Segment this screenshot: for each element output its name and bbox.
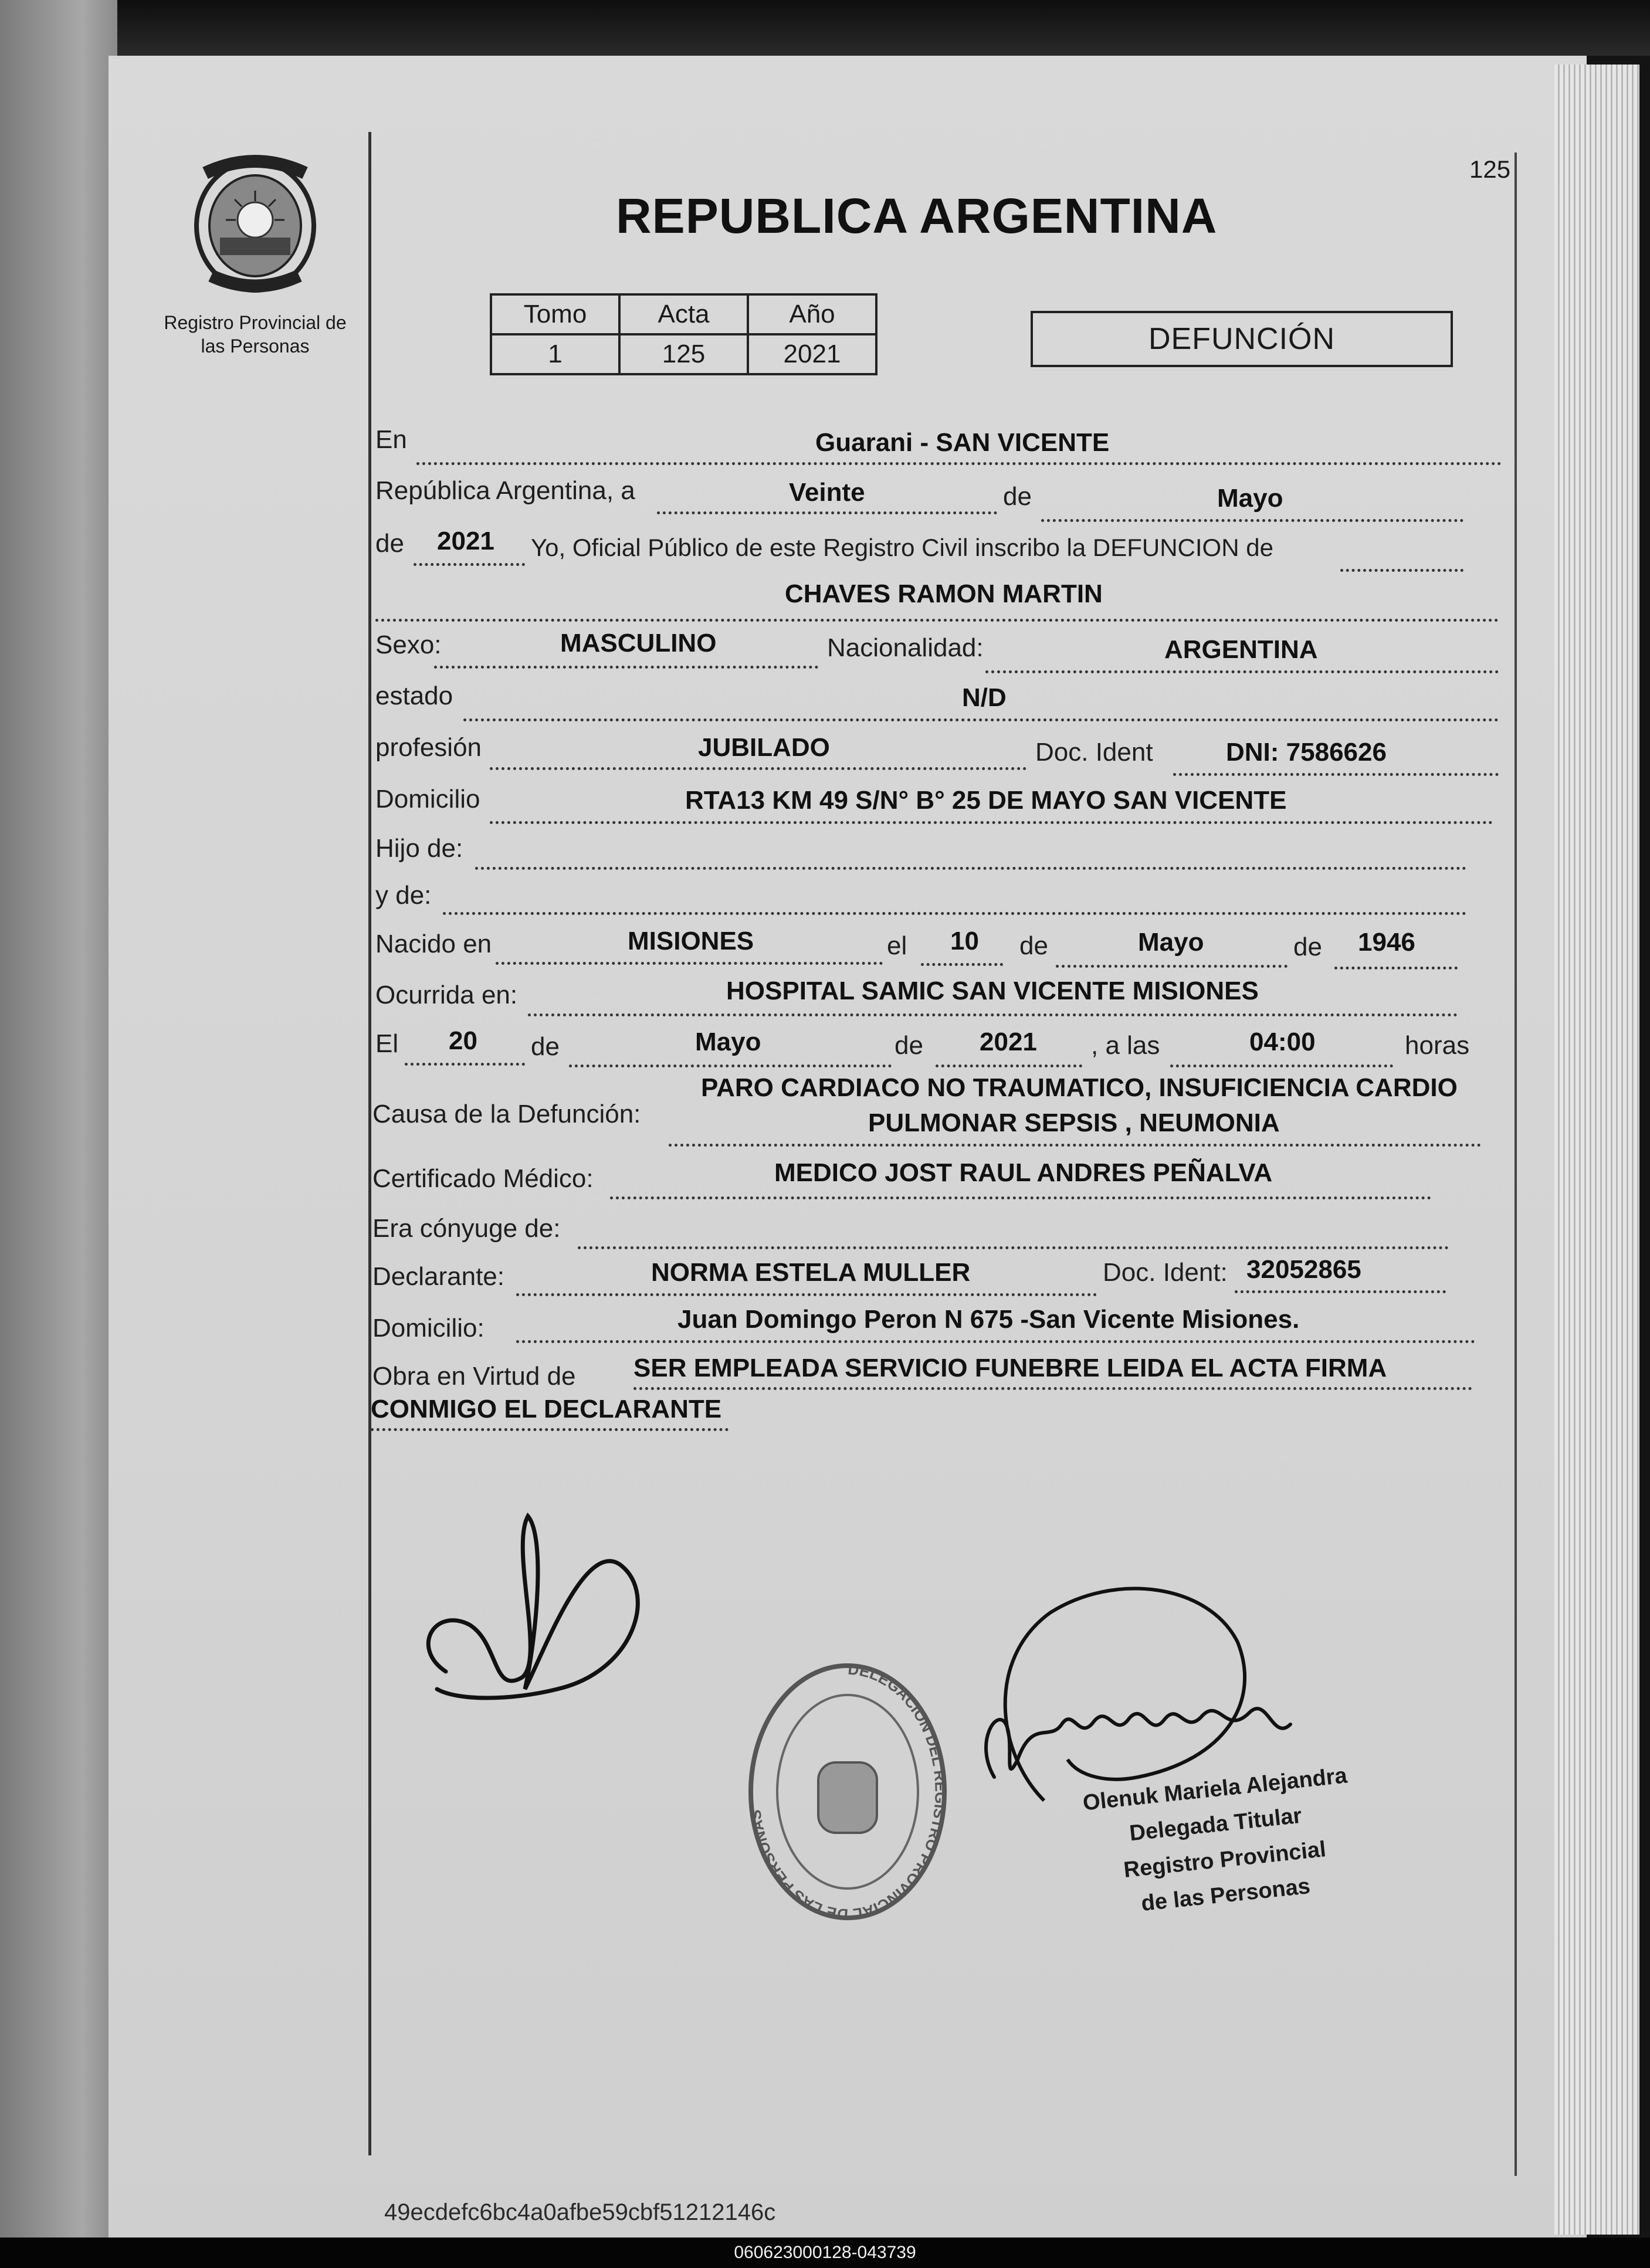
- stamp-circle-text: DELEGACION DEL REGISTRO PROVINCIAL DE LAS PERSONAS: [746, 1660, 950, 1924]
- value-nombre: CHAVES RAMON MARTIN: [785, 579, 1103, 608]
- line-hora: [1170, 1064, 1393, 1067]
- label-doc-ident-2: Doc. Ident:: [1103, 1258, 1228, 1287]
- document-type-box: DEFUNCIÓN: [1031, 311, 1453, 367]
- value-dia-palabra: Veinte: [789, 478, 865, 507]
- label-sexo: Sexo:: [375, 630, 442, 659]
- line-lugar-nacimiento: [496, 962, 883, 965]
- label-conyuge: Era cónyuge de:: [372, 1214, 561, 1243]
- tomo-value: 1: [491, 334, 619, 374]
- label-de-1: de: [1003, 482, 1032, 511]
- label-ocurrida-en: Ocurrida en:: [375, 981, 518, 1009]
- line-certificado: [610, 1196, 1431, 1199]
- scan-id-bar: [0, 2238, 1650, 2268]
- value-dia-nacimiento: 10: [950, 927, 979, 955]
- declarant-signature: [411, 1501, 680, 1748]
- form-left-border: [368, 132, 371, 2155]
- line-dia: [657, 511, 997, 514]
- label-republica: República Argentina, a: [375, 476, 635, 505]
- reference-table: [490, 293, 877, 375]
- label-yo: Yo, Oficial Público de este Registro Civil inscribo la DEFUNCION de: [531, 534, 1273, 561]
- value-obra-linea-2: CONMIGO EL DECLARANTE: [371, 1395, 722, 1423]
- official-round-stamp: [739, 1654, 956, 1930]
- line-anio-nacimiento: [1334, 967, 1458, 969]
- label-el-2: El: [375, 1029, 399, 1058]
- value-mes-nacimiento: Mayo: [1138, 928, 1204, 957]
- label-domicilio-2: Domicilio:: [372, 1314, 485, 1343]
- value-mes-defuncion: Mayo: [695, 1028, 761, 1056]
- line-declarante-doc: [1235, 1290, 1446, 1293]
- value-domicilio: RTA13 KM 49 S/N° B° 25 DE MAYO SAN VICENTE: [685, 786, 1287, 815]
- tomo-header: Tomo: [491, 294, 619, 334]
- line-nacionalidad: [985, 670, 1499, 673]
- value-anio-registro: 2021: [437, 527, 494, 555]
- value-causa-linea-1: PARO CARDIACO NO TRAUMATICO, INSUFICIENCIA CARDIO: [701, 1073, 1458, 1102]
- value-sexo: MASCULINO: [560, 629, 717, 657]
- line-estado: [463, 718, 1499, 721]
- document-title: REPUBLICA ARGENTINA: [616, 188, 1218, 243]
- registry-label: Registro Provincial de las Personas: [164, 312, 347, 357]
- label-doc-ident: Doc. Ident: [1035, 738, 1153, 767]
- label-de-5: de: [531, 1032, 560, 1061]
- value-lugar-nacimiento: MISIONES: [628, 927, 754, 955]
- label-estado: estado: [375, 682, 453, 710]
- value-lugar: Guarani - SAN VICENTE: [815, 428, 1110, 457]
- line-dia-defuncion: [405, 1063, 525, 1066]
- line-dni: [1173, 773, 1499, 776]
- value-declarante-domicilio: Juan Domingo Peron N 675 -San Vicente Misiones.: [677, 1305, 1300, 1334]
- scan-id: 060623000128-043739: [734, 2243, 916, 2262]
- book-page-stack: [1554, 65, 1639, 2235]
- line-anio-defuncion: [936, 1064, 1082, 1067]
- label-de-4: de: [1293, 933, 1322, 961]
- acta-value: 125: [619, 334, 748, 374]
- label-declarante: Declarante:: [372, 1262, 505, 1291]
- label-y-de: y de:: [375, 881, 432, 910]
- value-anio-defuncion: 2021: [980, 1028, 1037, 1056]
- label-en: En: [375, 425, 407, 454]
- label-el: el: [887, 931, 907, 960]
- label-de-2: de: [375, 529, 404, 558]
- value-ocurrida-en: HOSPITAL SAMIC SAN VICENTE MISIONES: [726, 977, 1259, 1005]
- left-page-edge: [0, 0, 117, 2238]
- value-anio-nacimiento: 1946: [1358, 928, 1415, 957]
- page-number: 125: [1469, 155, 1511, 183]
- line-hijo-de: [475, 867, 1466, 870]
- line-declarante-domicilio: [516, 1340, 1475, 1343]
- label-causa: Causa de la Defunción:: [372, 1100, 641, 1128]
- document-hash: 49ecdefc6bc4a0afbe59cbf51212146c: [384, 2199, 776, 2225]
- official-name: Olenuk Mariela Alejandra: [1081, 1763, 1349, 1816]
- official-registry: Registro Provincial: [1122, 1837, 1327, 1883]
- province-seal-icon: [188, 150, 323, 296]
- label-certificado: Certificado Médico:: [372, 1164, 594, 1193]
- anio-header: Año: [748, 294, 876, 334]
- value-mes-registro: Mayo: [1217, 484, 1283, 513]
- line-obra-1: [633, 1387, 1472, 1390]
- line-mes-nacimiento: [1056, 965, 1288, 968]
- value-causa-linea-2: PULMONAR SEPSIS , NEUMONIA: [868, 1108, 1280, 1137]
- line-dia-nacimiento: [921, 963, 1003, 966]
- line-sexo: [434, 666, 818, 669]
- line-y-de: [443, 912, 1466, 915]
- line-obra-2: [371, 1428, 729, 1431]
- line-conyuge: [578, 1246, 1449, 1249]
- value-hora: 04:00: [1249, 1028, 1316, 1056]
- value-nacionalidad: ARGENTINA: [1164, 635, 1318, 664]
- line-profesion: [490, 767, 1026, 770]
- value-estado: N/D: [962, 683, 1007, 712]
- value-declarante: NORMA ESTELA MULLER: [651, 1258, 971, 1287]
- line-en: [416, 462, 1502, 465]
- value-profesion: JUBILADO: [698, 733, 830, 762]
- line-anio: [414, 563, 525, 566]
- official-registry-2: de las Personas: [1140, 1873, 1312, 1917]
- label-de-3: de: [1019, 931, 1048, 960]
- line-nombre: [375, 619, 1499, 622]
- official-role: Delegada Titular: [1128, 1803, 1303, 1846]
- acta-header: Acta: [619, 294, 748, 334]
- label-horas: horas: [1405, 1031, 1470, 1060]
- label-nacido-en: Nacido en: [375, 930, 492, 958]
- top-background: [0, 0, 1650, 56]
- label-hijo-de: Hijo de:: [375, 834, 463, 863]
- line-mes-defuncion: [569, 1064, 892, 1067]
- line-domicilio: [490, 821, 1493, 824]
- label-profesion: profesión: [375, 733, 482, 762]
- line-declarante: [516, 1293, 1097, 1296]
- line-mes: [1041, 519, 1463, 522]
- label-domicilio: Domicilio: [375, 785, 480, 813]
- label-obra-en-virtud: Obra en Virtud de: [372, 1362, 576, 1391]
- value-dia-defuncion: 20: [449, 1026, 477, 1055]
- label-nacionalidad: Nacionalidad:: [827, 633, 984, 662]
- label-a-las: , a las: [1091, 1031, 1160, 1060]
- line-ocurrida-en: [528, 1013, 1458, 1016]
- anio-value: 2021: [748, 334, 876, 374]
- line-yo: [1340, 569, 1463, 572]
- value-dni: DNI: 7586626: [1226, 738, 1387, 767]
- form-right-border: [1515, 152, 1517, 2176]
- line-causa: [669, 1144, 1481, 1147]
- value-declarante-doc: 32052865: [1246, 1255, 1361, 1284]
- label-de-6: de: [895, 1031, 923, 1060]
- value-obra-linea-1: SER EMPLEADA SERVICIO FUNEBRE LEIDA EL ACTA FIRMA: [633, 1354, 1387, 1382]
- value-certificado: MEDICO JOST RAUL ANDRES PEÑALVA: [774, 1158, 1273, 1187]
